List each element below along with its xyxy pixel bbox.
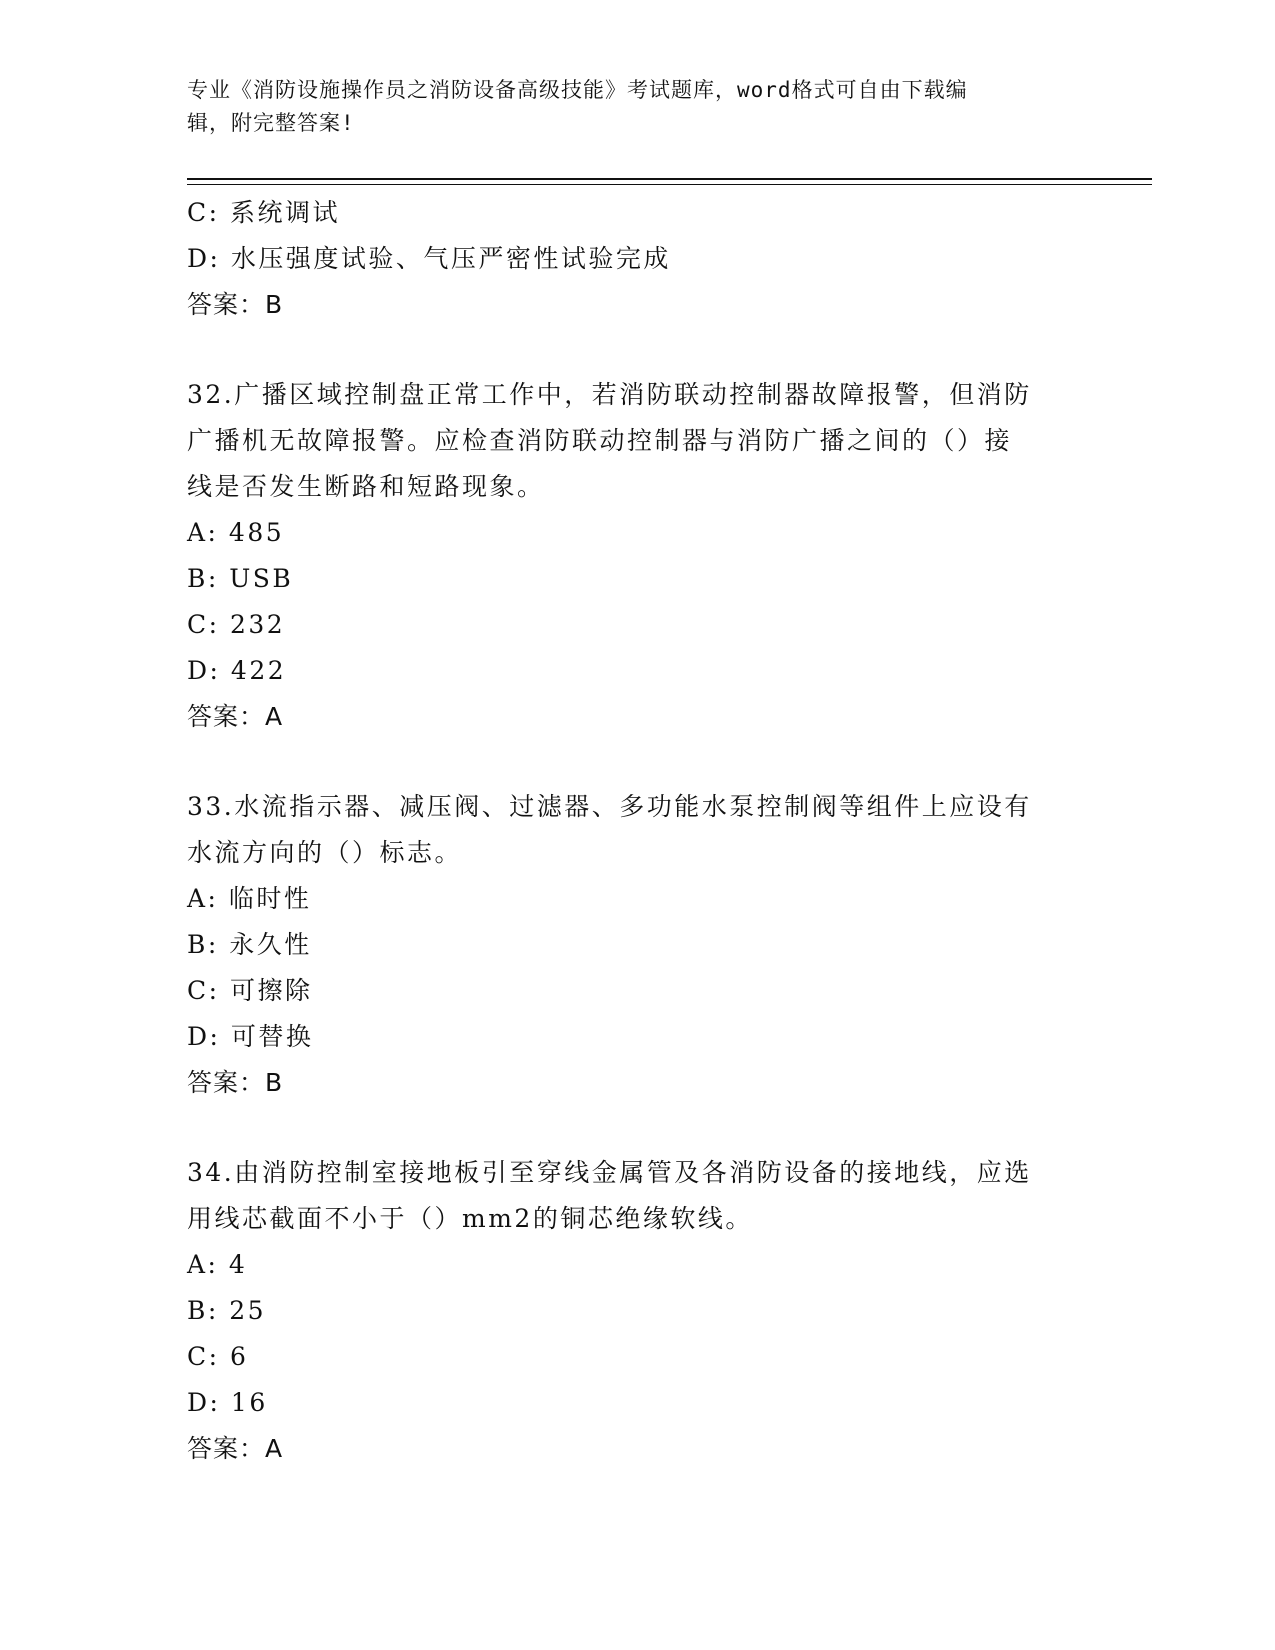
answer-line: 答案：B	[187, 1068, 284, 1097]
document-header	[187, 74, 1067, 140]
question-stem-line: 32.广播区域控制盘正常工作中，若消防联动控制器故障报警，但消防	[187, 380, 1032, 409]
question-32	[187, 372, 1087, 740]
question-stem-line: 广播机无故障报警。应检查消防联动控制器与消防广播之间的（）接	[187, 426, 1013, 455]
question-stem-line: 水流方向的（）标志。	[187, 838, 463, 867]
header-line-1: 专业《消防设施操作员之消防设备高级技能》考试题库，word格式可自由下载编	[187, 78, 968, 102]
document-body	[187, 190, 1087, 1472]
question-stem-line: 34.由消防控制室接地板引至穿线金属管及各消防设备的接地线，应选	[187, 1158, 1032, 1187]
header-line-2: 辑，附完整答案!	[187, 111, 355, 135]
option-d: D: 422	[187, 656, 287, 685]
header-divider-thin	[187, 184, 1152, 185]
question-33	[187, 784, 1087, 1106]
option-b: B: 永久性	[187, 930, 312, 959]
option-c: C: 232	[187, 610, 286, 639]
question-stem-line: 线是否发生断路和短路现象。	[187, 472, 545, 501]
answer-line: 答案：A	[187, 702, 284, 731]
question-stem-line: 33.水流指示器、减压阀、过滤器、多功能水泵控制阀等组件上应设有	[187, 792, 1032, 821]
option-c: C: 6	[187, 1342, 249, 1371]
option-d: D: 水压强度试验、气压严密性试验完成	[187, 244, 671, 273]
option-c: C: 系统调试	[187, 198, 340, 227]
option-a: A: 485	[187, 518, 285, 547]
header-divider-thick	[187, 178, 1152, 180]
option-d: D: 16	[187, 1388, 268, 1417]
option-a: A: 4	[187, 1250, 248, 1279]
answer-line: 答案：B	[187, 290, 284, 319]
question-stem-line: 用线芯截面不小于（）mm2的铜芯绝缘软线。	[187, 1204, 753, 1233]
option-d: D: 可替换	[187, 1022, 314, 1051]
option-c: C: 可擦除	[187, 976, 313, 1005]
previous-question-tail	[187, 190, 1087, 328]
option-b: B: 25	[187, 1296, 267, 1325]
option-a: A: 临时性	[187, 884, 312, 913]
answer-line: 答案：A	[187, 1434, 284, 1463]
question-34	[187, 1150, 1087, 1472]
option-b: B: USB	[187, 564, 294, 593]
